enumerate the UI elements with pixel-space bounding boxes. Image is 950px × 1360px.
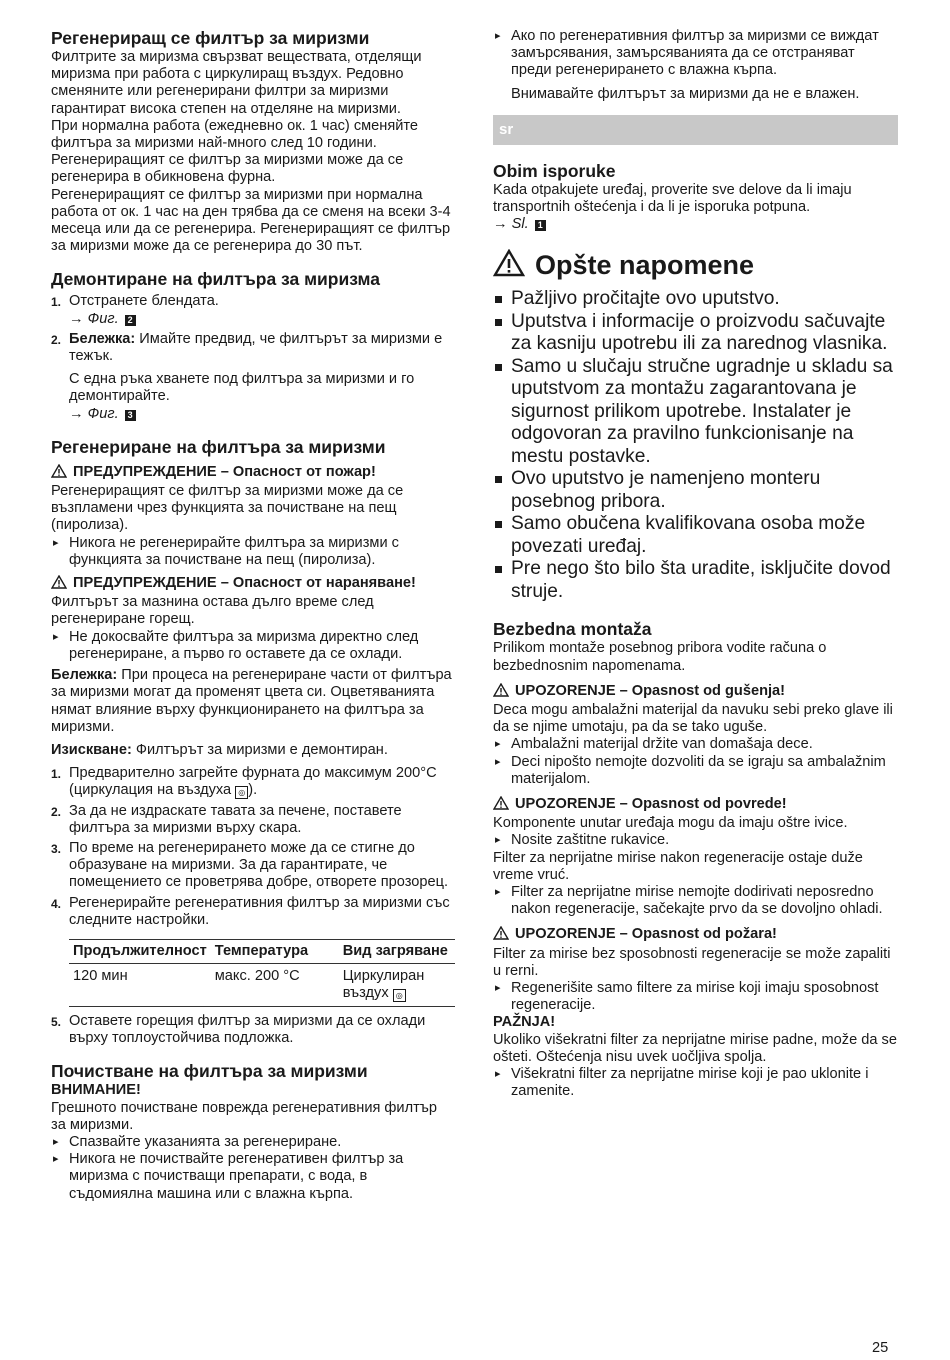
paragraph: Регенериращият се филтър за миризми при нормална работа от ок. 1 час на ден трябва да се сменя на всеки 3-4 месеца или да се регенерира. Регенериращият се филтър за миризми може да се регенерира до 30 път. (51, 186, 451, 255)
step-number: 2. (51, 332, 62, 347)
step-item (51, 803, 455, 837)
list-item: Samo obučena kvalifikovana osoba može povezati uređaj. (493, 513, 898, 558)
step-number: 2. (51, 804, 62, 819)
step-text: По време на регенерирането може да се стигне до образуване на миризми. За да гарантирате, че помещението се проветрява добре, отворете прозорец. (69, 839, 449, 891)
figure-reference (493, 216, 898, 233)
warning-triangle-icon (493, 683, 509, 702)
paragraph: Филтърът за мазнина остава дълго време след регенериране горещ. (51, 594, 374, 628)
warning-heading (493, 926, 898, 945)
warning-triangle-icon (51, 575, 67, 594)
caution-label: PAŽNJA! (493, 1014, 556, 1031)
bullet-item: ▸ Никога не почиствайте регенеративен филтър за миризма с почистващи препарати, с вода, в съдомиялна машина или с влажна кърпа. (51, 1151, 455, 1203)
section-title: Почистване на филтъра за миризми (51, 1061, 368, 1082)
left-column (51, 28, 455, 1203)
note-paragraph (51, 667, 455, 736)
figure-label: → Фиг. (69, 310, 119, 327)
table-cell: 120 мин (69, 963, 211, 1006)
list-item: Ovo uputstvo je namenjeno monteru posebnog pribora. (493, 468, 898, 513)
figure-label: → Фиг. (69, 405, 119, 422)
bullet-item: ▸ Спазвайте указанията за регенериране. (51, 1134, 455, 1151)
figure-number-box: 1 (535, 220, 546, 231)
list-item: Samo u slučaju stručne ugradnje u skladu sa uputstvom za montažu zagarantovana je sigurnost prilikom upotrebe. Instalater je odgovoran za pravilno funkcionisanje na mestu postavke. (493, 356, 898, 469)
section-title: Демонтиране на филтъра за миризма (51, 269, 380, 290)
paragraph: Komponente unutar uređaja mogu da imaju oštre ivice. (493, 815, 848, 832)
bullet-item: ▸ Ambalažni materijal držite van domašaja dece. (493, 736, 898, 753)
step-item (51, 331, 455, 365)
table-row (69, 963, 455, 1006)
table-header: Температура (211, 939, 339, 963)
bullet-item: ▸ Не докосвайте филтъра за миризма директно след регенериране, а първо го оставете да се охлади. (51, 629, 455, 663)
warning-heading (493, 683, 898, 702)
warning-heading (51, 575, 455, 594)
paragraph: Ukoliko višekratni filter za neprijatne mirise padne, može da se ošteti. Oštećenja nisu uvek uočljiva spolja. (493, 1031, 897, 1065)
general-notes-heading (493, 249, 898, 284)
list-item: Pre nego što bilo šta uradite, isključite dovod struje. (493, 558, 898, 603)
bullet-item: ▸ Regenerišite samo filtere za mirise koji imaju sposobnost regeneracije. (493, 980, 898, 1014)
warning-heading (51, 464, 455, 483)
step-number: 4. (51, 896, 62, 911)
warning-text: UPOZORENJE – Opasnost od povrede! (515, 796, 787, 813)
warning-triangle-icon (493, 796, 509, 815)
section-title: Регенериращ се филтър за миризми (51, 28, 370, 48)
step-text: Оставете горещия филтър за миризми да се охлади върху топлоустойчива подложка. (69, 1012, 426, 1047)
requirement-label: Изискване: (51, 741, 132, 758)
paragraph: Filter za neprijatne mirise nakon regeneracije ostaje duže vreme vruć. (493, 849, 863, 883)
bullet-subtext: Внимавайте филтърът за миризми да не е влажен. (511, 85, 860, 102)
paragraph: Deca mogu ambalažni materijal da navuku sebi preko glave ili da se njime umotaju, pa da se tako uguše. (493, 702, 893, 736)
step-item (51, 1013, 455, 1047)
warning-text: UPOZORENJE – Opasnost od požara! (515, 926, 777, 943)
step-number: 1. (51, 767, 62, 782)
table-header: Продължителност (69, 939, 211, 963)
figure-reference (51, 406, 455, 423)
bullet-list (51, 1134, 455, 1203)
section-title: Obim isporuke (493, 160, 616, 181)
heading-text: Opšte napomene (535, 250, 755, 281)
figure-number-box: 2 (125, 315, 136, 326)
bullet-list (493, 28, 898, 80)
bullet-list (493, 832, 898, 849)
step-list (51, 1013, 455, 1047)
paragraph: При нормална работа (ежедневно ок. 1 час) сменяйте филтъра за миризми най-много след 10 години. (51, 117, 419, 152)
step-number: 1. (51, 295, 62, 310)
note-text: При процеса на регенериране части от филтъра за миризми могат да променят цвета си. Оцветяванията нямат влияние върху функционирането на филтъра за миризми. (51, 667, 452, 735)
figure-number-box: 3 (125, 410, 136, 421)
step-item (51, 895, 455, 929)
table-header-row (69, 939, 455, 963)
page-number: 25 (872, 1340, 889, 1356)
warning-heading (493, 796, 898, 815)
language-bar (493, 115, 898, 145)
figure-label: → Sl. (493, 216, 529, 233)
table-cell: макс. 200 °C (211, 963, 339, 1006)
warning-text: ПРЕДУПРЕЖДЕНИЕ – Опасност от нараняване! (73, 575, 416, 592)
step-text: Имайте предвид, че филтърът за миризми е тежък. (69, 330, 443, 365)
caution-label: ВНИМАНИЕ! (51, 1082, 141, 1099)
step-list (51, 293, 455, 310)
bullet-list (493, 1066, 898, 1100)
step-text-tail: ). (248, 782, 258, 799)
requirement-text: Филтърът за миризми е демонтиран. (131, 741, 388, 758)
bullet-list (51, 629, 455, 663)
warning-triangle-icon (51, 464, 67, 483)
bullet-list (51, 535, 455, 569)
table-cell (339, 963, 455, 1006)
step-item (51, 840, 455, 892)
paragraph: Грешното почистване поврежда регенеративния филтър за миризми. (51, 1099, 438, 1133)
list-item: Pažljivo pročitajte ovo uputstvo. (493, 288, 898, 311)
circulating-air-icon: ◎ (393, 989, 406, 1002)
section-title: Bezbedna montaža (493, 619, 652, 640)
step-text: Отстранете блендата. (69, 293, 219, 310)
step-text: Регенерирайте регенеративния филтър за миризми със следните настройки. (69, 894, 450, 928)
bullet-list (493, 884, 898, 918)
step-text: Предварително загрейте фурната до максимум 200°C (циркулация на въздуха (69, 765, 437, 799)
warning-triangle-icon (493, 926, 509, 945)
step-number: 5. (51, 1014, 62, 1029)
step-item (51, 765, 455, 799)
paragraph: Регенериращият се филтър за миризми може да се възпламени чрез функцията за почистване на пещ (пиролиза). (51, 483, 404, 534)
bullet-list (493, 736, 898, 788)
step-subtext: С една ръка хванете под филтъра за миризми и го демонтирайте. (69, 371, 415, 405)
settings-table (69, 939, 455, 1007)
bullet-item: ▸ Filter za neprijatne mirise nemojte dodirivati neposredno nakon regeneracije, sačekajte prvo da se dovoljno ohladi. (493, 884, 898, 918)
bullet-list (493, 980, 898, 1014)
paragraph: Filter za mirise bez sposobnosti regeneracije se može zapaliti u rerni. (493, 945, 891, 979)
circulating-air-icon: ◎ (235, 786, 248, 799)
language-code: sr (499, 120, 514, 138)
note-label: Бележка: (51, 667, 118, 684)
bullet-item: ▸ Nosite zaštitne rukavice. (493, 832, 898, 849)
section-title: Регенериране на филтъра за миризми (51, 436, 386, 457)
step-number: 3. (51, 841, 62, 856)
figure-reference (51, 311, 455, 328)
paragraph: Филтрите за миризма свързват веществата, отделящи миризма при работа с циркулиращ въздух. Редовно сменяните или регенерирани филтри за миризми гарантират висока степен на отделяне на миризми. (51, 49, 422, 117)
bullet-item: ▸ Никога не регенерирайте филтъра за миризми с функцията за почистване на пещ (пиролиза). (51, 535, 455, 569)
bullet-item: ▸ Deci nipošto nemojte dozvoliti da se igraju sa ambalažnim materijalom. (493, 754, 898, 788)
paragraph: Prilikom montaže posebnog pribora vodite računa o bezbednosnim napomenama. (493, 640, 827, 674)
bullet-item: ▸ Višekratni filter za neprijatne mirise koji je pao uklonite i zamenite. (493, 1066, 898, 1100)
paragraph: Kada otpakujete uređaj, proverite sve delove da li imaju transportnih oštećenja i da li je isporuka potpuna. (493, 181, 852, 216)
paragraph: Регенериращият се филтър за миризми може да се регенерира в обикновена фурна. (51, 152, 404, 186)
step-item (51, 293, 455, 310)
note-label: Бележка: (69, 330, 136, 347)
general-notes-list (493, 288, 898, 603)
step-list (51, 331, 455, 365)
list-item: Uputstva i informacije o proizvodu sačuvajte za kasniju upotrebu ili za narednog vlasnika. (493, 311, 898, 356)
step-list (51, 765, 455, 929)
warning-text: ПРЕДУПРЕЖДЕНИЕ – Опасност от пожар! (73, 463, 376, 480)
table-cell-text: Циркулиран въздух (342, 967, 425, 1001)
bullet-item: ▸ Ако по регенеративния филтър за миризми се виждат замърсявания, замърсяванията да се отстраняват преди регенерирането с влажна кърпа. (493, 28, 898, 80)
right-column (493, 28, 898, 1101)
requirement-paragraph (51, 742, 455, 759)
warning-triangle-icon (493, 249, 525, 284)
step-text: За да не издраскате тавата за печене, поставете филтъра за миризми върху скара. (69, 802, 402, 836)
warning-text: UPOZORENJE – Opasnost od gušenja! (515, 682, 786, 699)
table-header: Вид загряване (339, 939, 455, 963)
